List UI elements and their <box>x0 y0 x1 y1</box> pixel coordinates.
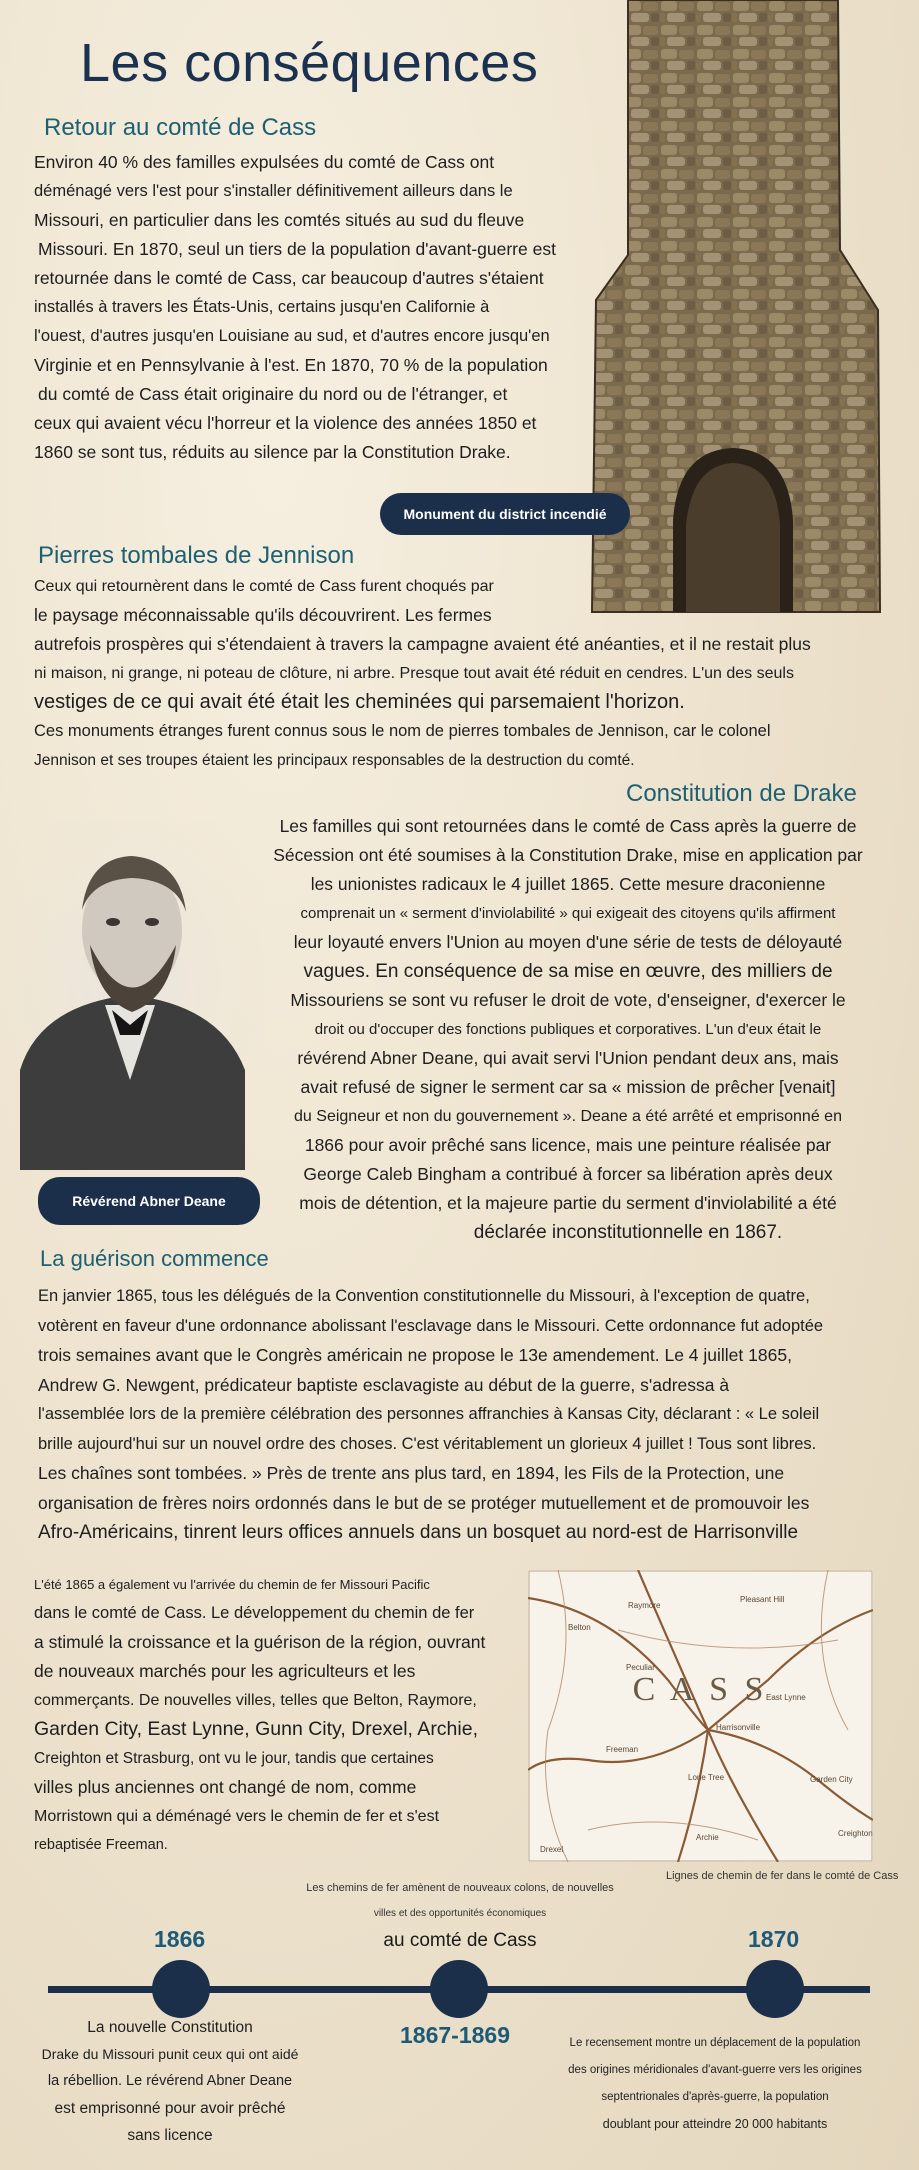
text-line: vestiges de ce qui avait été était les cheminées qui parsemaient l'horizon. <box>34 691 685 713</box>
section-heading-retour: Retour au comté de Cass <box>44 114 317 141</box>
map-town: East Lynne <box>766 1693 806 1702</box>
timeline-dot-1867 <box>430 1960 488 2018</box>
text-line: a stimulé la croissance et la guérison de la région, ouvrant <box>34 1632 486 1652</box>
text-line: l'ouest, d'autres jusqu'en Louisiane au sud, et d'autres encore jusqu'en <box>34 327 550 345</box>
map-town: Belton <box>568 1623 591 1632</box>
map-town: Drexel <box>540 1845 564 1854</box>
monument-button[interactable]: Monument du district incendié <box>380 493 630 535</box>
section-guerison-body <box>38 1282 898 1548</box>
text-line: Afro-Américains, tinrent leurs offices annuels dans un bosquet au nord-est de Harrisonville <box>38 1522 799 1543</box>
text-line: sans licence <box>127 2127 213 2144</box>
section-heading-jennison: Pierres tombales de Jennison <box>38 542 355 569</box>
timeline-intro-line3: au comté de Cass <box>383 1930 537 1951</box>
map-caption: Lignes de chemin de fer dans le comté de Cass <box>666 1870 899 1882</box>
text-line: Andrew G. Newgent, prédicateur baptiste esclavagiste au début de la guerre, s'adressa à <box>38 1374 730 1395</box>
text-line: vagues. En conséquence de sa mise en œuvre, des milliers de <box>303 961 833 982</box>
text-line: l'assemblée lors de la première célébration des personnes affranchies à Kansas City, déclarant : « Le soleil <box>38 1405 820 1423</box>
text-line: La nouvelle Constitution <box>87 2019 253 2036</box>
map-town: Creighton <box>838 1829 873 1838</box>
abner-deane-portrait <box>0 820 265 1170</box>
text-line: est emprisonné pour avoir prêché <box>54 2100 286 2117</box>
timeline-year-1867-1869: 1867-1869 <box>400 2022 510 2048</box>
timeline-dot-1866 <box>152 1960 210 2018</box>
text-line: du comté de Cass était originaire du nord ou de l'étranger, et <box>38 384 508 404</box>
timeline-intro-line2: villes et des opportunités économiques <box>373 1908 547 1919</box>
timeline-year-1870: 1870 <box>748 1926 800 1952</box>
text-line: Le recensement montre un déplacement de la population <box>569 2037 861 2049</box>
text-line: Missouriens se sont vu refuser le droit de vote, d'enseigner, d'exercer le <box>290 990 846 1010</box>
map-town: Archie <box>696 1833 719 1842</box>
text-line: L'été 1865 a également vu l'arrivée du chemin de fer Missouri Pacific <box>34 1577 430 1592</box>
map-town: Pleasant Hill <box>740 1595 785 1604</box>
text-line: brille aujourd'hui sur un nouvel ordre des choses. C'est véritablement un glorieux 4 juillet ! Tous sont libres. <box>38 1434 817 1453</box>
text-line: Garden City, East Lynne, Gunn City, Drexel, Archie, <box>34 1718 478 1740</box>
timeline-event-1866 <box>30 2014 310 2149</box>
text-line: rebaptisée Freeman. <box>34 1837 168 1853</box>
timeline-dot-1870 <box>746 1960 804 2018</box>
chimney-monument-image <box>588 0 888 620</box>
text-line: de nouveaux marchés pour les agriculteurs et les <box>34 1661 416 1681</box>
text-line: des origines méridionales d'avant-guerre vers les origines <box>568 2064 862 2076</box>
text-line: votèrent en faveur d'une ordonnance abolissant l'esclavage dans le Missouri. Cette ordonnance fut adoptée <box>38 1316 824 1335</box>
text-line: dans le comté de Cass. Le développement du chemin de fer <box>34 1604 475 1622</box>
text-line: Ces monuments étranges furent connus sous le nom de pierres tombales de Jennison, car le colonel <box>34 722 771 740</box>
map-town: Lone Tree <box>688 1773 725 1782</box>
railroad-map <box>528 1570 873 1862</box>
text-line: Morristown qui a déménagé vers le chemin de fer et s'est <box>34 1808 440 1825</box>
text-line: Drake du Missouri punit ceux qui ont aidé <box>41 2046 299 2062</box>
text-line: Sécession ont été soumises à la Constitution Drake, mise en application par <box>273 845 863 865</box>
text-line: commerçants. De nouvelles villes, telles que Belton, Raymore, <box>34 1692 477 1709</box>
text-line: installés à travers les États-Unis, certains jusqu'en Californie à <box>34 298 490 316</box>
text-line: En janvier 1865, tous les délégués de la Convention constitutionnelle du Missouri, à l'exception de quatre, <box>38 1287 810 1305</box>
text-line: Ceux qui retournèrent dans le comté de Cass furent choqués par <box>34 578 494 595</box>
text-line: ceux qui avaient vécu l'horreur et la violence des années 1850 et <box>34 413 537 433</box>
text-line: comprenait un « serment d'inviolabilité » qui exigeait des citoyens qu'ils affirment <box>300 905 836 922</box>
text-line: 1860 se sont tus, réduits au silence par la Constitution Drake. <box>34 442 511 462</box>
text-line: Environ 40 % des familles expulsées du comté de Cass ont <box>34 152 495 172</box>
text-line: retournée dans le comté de Cass, car beaucoup d'autres s'étaient <box>34 268 544 288</box>
text-line: déclarée inconstitutionnelle en 1867. <box>473 1222 783 1243</box>
text-line: Jennison et ses troupes étaient les principaux responsables de la destruction du comté. <box>34 752 635 769</box>
text-line: Missouri. En 1870, seul un tiers de la population d'avant-guerre est <box>38 239 556 259</box>
text-line: les unionistes radicaux le 4 juillet 1865. Cette mesure draconienne <box>310 874 826 894</box>
text-line: la rébellion. Le révérend Abner Deane <box>47 2073 293 2089</box>
text-line: doublant pour atteindre 20 000 habitants <box>602 2117 828 2131</box>
timeline-intro-line1: Les chemins de fer amènent de nouveaux colons, de nouvelles <box>306 1882 614 1894</box>
map-town: Raymore <box>628 1601 661 1610</box>
text-line: Missouri, en particulier dans les comtés situés au sud du fleuve <box>34 210 525 230</box>
text-line: septentrionales d'après-guerre, la population <box>601 2091 829 2103</box>
text-line: George Caleb Bingham a contribué à forcer sa libération après deux <box>303 1164 833 1184</box>
text-line: 1866 pour avoir prêché sans licence, mais une peinture réalisée par <box>304 1135 832 1155</box>
section-heading-drake: Constitution de Drake <box>626 780 857 807</box>
map-town: Harrisonville <box>716 1723 761 1732</box>
timeline-year-1866: 1866 <box>154 1926 206 1952</box>
map-town: Garden City <box>810 1775 853 1784</box>
text-line: droit ou d'occuper des fonctions publiques et corporatives. L'un d'eux était le <box>314 1021 822 1038</box>
text-line: mois de détention, et la majeure partie du serment d'inviolabilité a été <box>299 1193 837 1213</box>
text-line: Les familles qui sont retournées dans le comté de Cass après la guerre de <box>279 816 857 836</box>
text-line: déménagé vers l'est pour s'installer définitivement ailleurs dans le <box>34 182 513 200</box>
section-drake-body <box>258 812 878 1247</box>
page-title: Les conséquences <box>80 33 539 93</box>
text-line: révérend Abner Deane, qui avait servi l'Union pendant deux ans, mais <box>297 1048 839 1068</box>
text-line: villes plus anciennes ont changé de nom, comme <box>34 1777 417 1797</box>
text-line: trois semaines avant que le Congrès américain ne propose le 13e amendement. Le 4 juillet 1865, <box>38 1345 792 1365</box>
text-line: leur loyauté envers l'Union au moyen d'une série de tests de déloyauté <box>293 932 843 952</box>
timeline-event-1870 <box>560 2030 870 2138</box>
text-line: avait refusé de signer le serment car sa « mission de prêcher [venait] <box>300 1077 836 1097</box>
text-line: autrefois prospères qui s'étendaient à travers la campagne avaient été anéanties, et il ne restait plus <box>34 634 811 654</box>
text-line: Les chaînes sont tombées. » Près de trente ans plus tard, en 1894, les Fils de la Protection, une <box>38 1463 785 1483</box>
text-line: Creighton et Strasburg, ont vu le jour, tandis que certaines <box>34 1750 434 1767</box>
text-line: ni maison, ni grange, ni poteau de clôture, ni arbre. Presque tout avait été réduit en cendres. L'un des seuls <box>34 665 794 682</box>
text-line: le paysage méconnaissable qu'ils découvrirent. Les fermes <box>34 605 492 625</box>
section-jennison-body <box>34 572 884 775</box>
map-label: C A S S <box>632 1671 768 1708</box>
map-town: Freeman <box>606 1745 639 1754</box>
text-line: du Seigneur et non du gouvernement ». Deane a été arrêté et emprisonné en <box>294 1108 842 1125</box>
text-line: Virginie et en Pennsylvanie à l'est. En 1870, 70 % de la population <box>34 355 548 375</box>
section-heading-guerison: La guérison commence <box>40 1246 269 1271</box>
section-railroad-body <box>34 1570 534 1860</box>
map-town: Peculiar <box>626 1663 655 1672</box>
section-retour-body <box>34 148 594 467</box>
deane-button[interactable]: Révérend Abner Deane <box>38 1177 260 1225</box>
text-line: organisation de frères noirs ordonnés dans le but de se protéger mutuellement et de promouvoir les <box>38 1492 810 1513</box>
